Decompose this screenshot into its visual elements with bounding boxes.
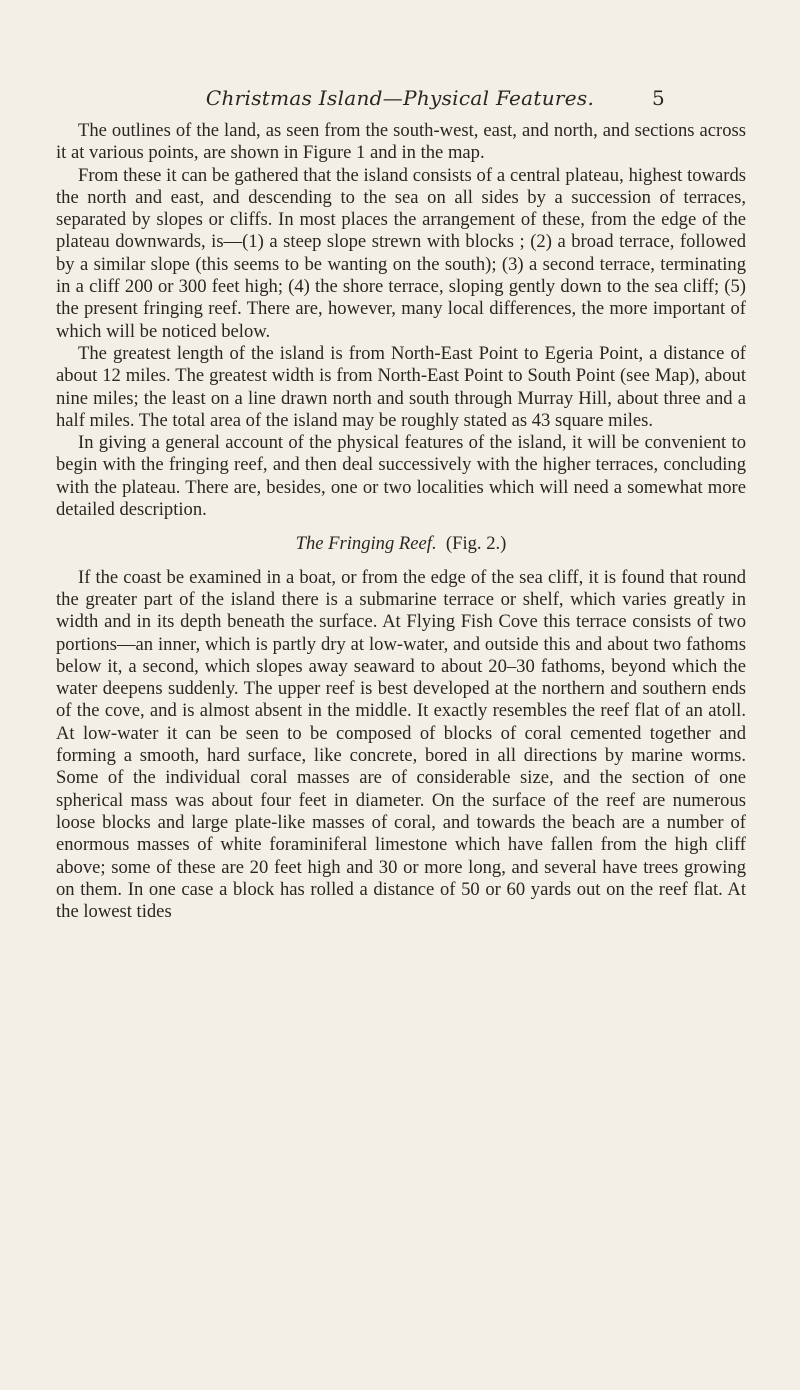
- body-text: [56, 120, 746, 923]
- paragraph: If the coast be examined in a boat, or from the edge of the sea cliff, it is found that round the greater part of the island there is a submarine terrace or shelf, which varies greatly in width and in its depth beneath the surface. At Flying Fish Cove this terrace consists of two portions—an inner, which is partly dry at low-water, and outside this and about two fathoms below it, a second, which slopes away seaward to about 20–30 fathoms, beyond which the water deepens suddenly. The upper reef is best developed at the northern and southern ends of the cove, and is almost absent in the middle. It exactly resembles the reef flat of an atoll. At low-water it can be seen to be composed of blocks of coral cemented together and forming a smooth, hard surface, like concrete, bored in all directions by marine worms. Some of the individual coral masses are of considerable size, and the section of one spherical mass was about four feet in diameter. On the surface of the reef are numerous loose blocks and large plate-like masses of coral, and towards the beach are a number of enormous masses of white foraminiferal limestone which have fallen from the high cliff above; some of these are 20 feet high and 30 or more long, and several have trees growing on them. In one case a block has rolled a distance of 50 or 60 yards out on the reef flat. At the lowest tides: [56, 566, 746, 923]
- section-title: The Fringing Reef.: [295, 533, 437, 555]
- paragraph: From these it can be gathered that the island consists of a central plateau, highest towards the north and east, and descending to the sea on all sides by a succession of terraces, separated by slopes or cliffs. In most places the arrangement of these, from the edge of the plateau downwards, is—(1) a steep slope strewn with blocks ; (2) a broad terrace, followed by a similar slope (this seems to be wanting on the south); (3) a second terrace, terminating in a cliff 200 or 300 feet high; (4) the shore terrace, sloping gently down to the sea cliff; (5) the present fringing reef. There are, however, many local differences, the more important of which will be noticed below.: [56, 164, 746, 342]
- paragraph: The outlines of the land, as seen from the south-west, east, and north, and sections across it at various points, are shown in Figure 1 and in the map.: [56, 120, 746, 164]
- section-heading: [56, 533, 746, 555]
- running-title: Christmas Island—Physical Features.: [205, 86, 595, 110]
- running-head: [0, 86, 800, 116]
- figure-reference-text: (Fig. 2.): [445, 533, 507, 555]
- page-number: 5: [652, 86, 665, 110]
- paragraph: In giving a general account of the physical features of the island, it will be convenient to begin with the fringing reef, and then deal successively with the higher terraces, concluding with the plateau. There are, besides, one or two localities which will need a somewhat more detailed description.: [56, 432, 746, 521]
- paragraph: The greatest length of the island is from North-East Point to Egeria Point, a distance of about 12 miles. The greatest width is from North-East Point to South Point (see Map), about nine miles; the least on a line drawn north and south through Murray Hill, about three and a half miles. The total area of the island may be roughly stated as 43 square miles.: [56, 342, 746, 431]
- figure-reference: [441, 533, 506, 554]
